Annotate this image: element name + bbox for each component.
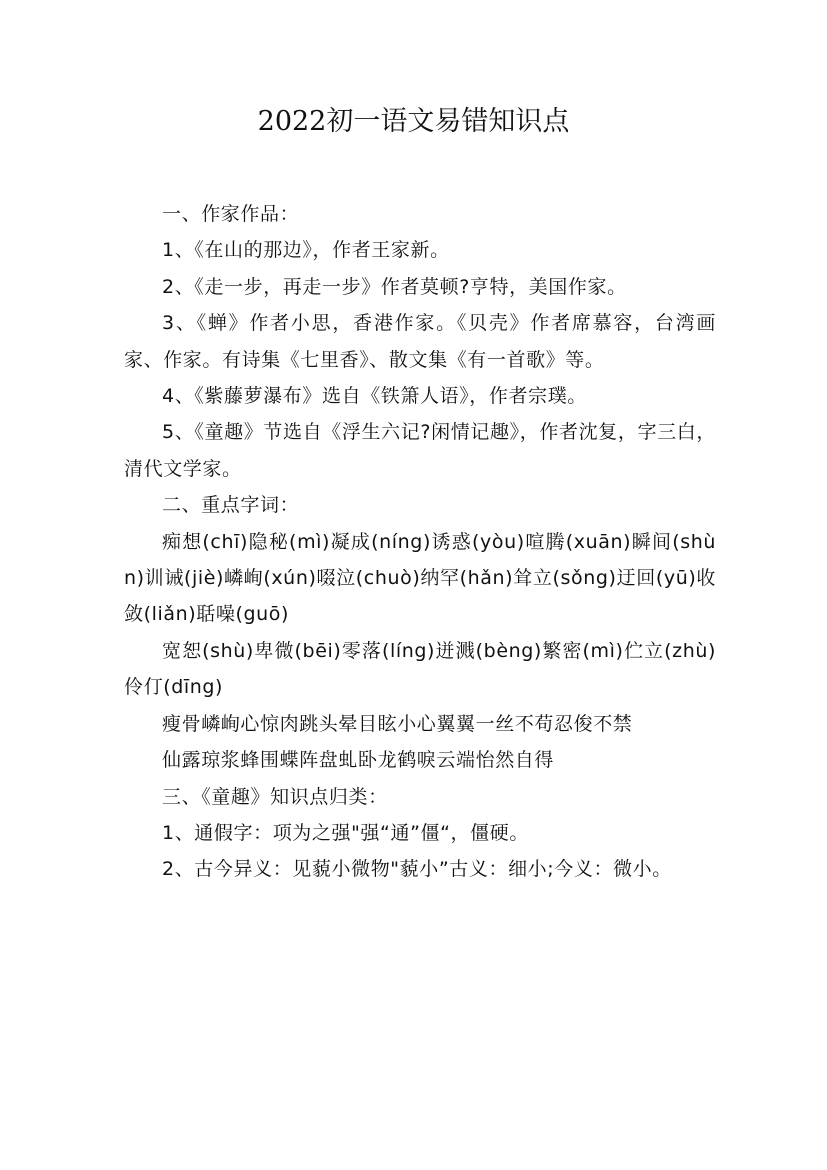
section-heading-authors: 一、作家作品： [162,203,300,225]
section-heading-key-words: 二、重点字词： [162,494,300,517]
paragraph-item-3: 3、《蝉》作者小思，香港作家。《贝壳》作者席慕容，台湾画家、作家。有诗集《七里香》、散文集《有一首歌》等。 [124,312,716,371]
document-title: 2022初一语文易错知识点 [257,106,570,137]
paragraph-item-5: 5、《童趣》节选自《浮生六记?闲情记趣》，作者沈复，字三白，清代文学家。 [124,421,716,480]
idiom-list-1: 瘦骨嶙峋心惊肉跳头晕目眩小心翼翼一丝不苟忍俊不禁 [162,712,633,735]
pinyin-word-list-2: 宽恕(shù)卑微(bēi)零落(líng)迸溅(bèng)繁密(mì)伫立(zhù)伶仃(dīng) [124,639,716,699]
paragraph-item-1: 1、《在山的那边》，作者王家新。 [162,239,450,262]
paragraph-item-4: 4、《紫藤萝瀑布》选自《铁箫人语》，作者宗璞。 [162,385,587,408]
section-heading-tongqu: 三、《童趣》知识点归类： [162,785,388,808]
document-body [124,196,716,888]
tongqu-note-1: 1、通假字：项为之强"强“通”僵“，僵硬。 [162,821,529,844]
paragraph-item-2: 2、《走一步，再走一步》作者莫顿?亨特，美国作家。 [162,275,627,298]
pinyin-word-list-1: 痴想(chī)隐秘(mì)凝成(níng)诱惑(yòu)喧腾(xuān)瞬间(shùn)训诫(jiè)嶙峋(xún)啜泣(chuò)纳罕(hǎn)耸立(sǒng)迂回(yū)收敛(liǎn)聒噪(guō) [124,530,716,626]
tongqu-note-2: 2、古今异义：见藐小微物"藐小”古义：细小;今义：微小。 [162,858,672,881]
idiom-list-2: 仙露琼浆蜂围蝶阵盘虬卧龙鹤唳云端怡然自得 [162,749,555,772]
